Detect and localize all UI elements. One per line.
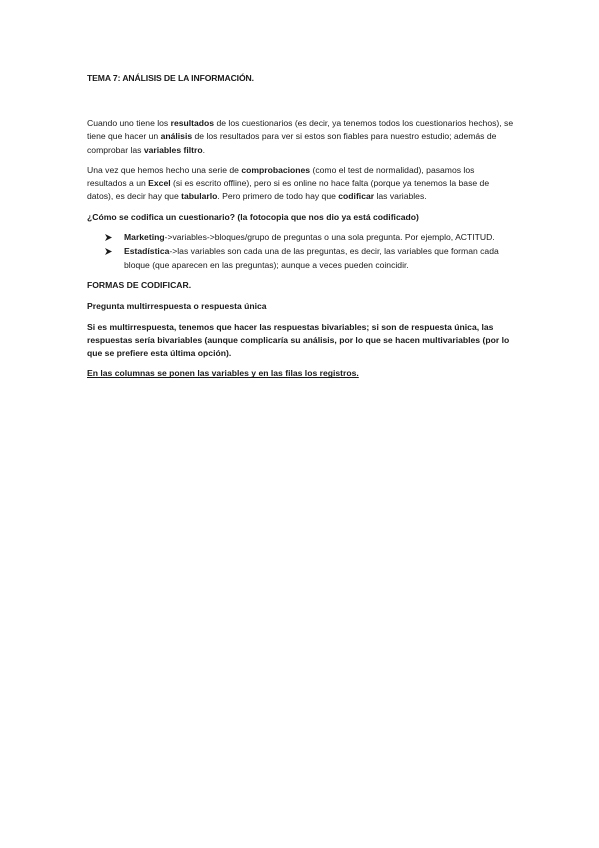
bold-term: comprobaciones	[241, 164, 311, 175]
question-heading	[87, 211, 515, 224]
section-heading-formas: FORMAS DE CODIFICAR.	[87, 279, 192, 290]
bold-term: tabularlo	[181, 191, 218, 202]
paragraph-resultados	[87, 117, 515, 157]
bullet-text: ->las variables son cada una de las preguntas, es decir, las variables que forman cada bloque (que aparecen en las preguntas); aunque a veces pueden coincidir.	[124, 246, 499, 270]
bold-term: resultados	[170, 118, 215, 128]
text-run: Una vez que hemos hecho una serie de	[87, 164, 242, 175]
subheading-pregunta: Pregunta multirrespuesta o respuesta única	[87, 301, 267, 312]
text-run: de los resultados para ver si estos son fiables para nuestro estudio; además de comprobar las	[87, 131, 497, 155]
bullet-text: ->variables->bloques/grupo de preguntas o una sola pregunta. Por ejemplo, ACTITUD.	[164, 232, 495, 243]
arrowhead-bullet-icon	[105, 245, 112, 255]
document-body	[87, 72, 515, 381]
bullet-head: Estadística	[124, 246, 170, 257]
paragraph-columnas: En las columnas se ponen las variables y en las filas los registros.	[87, 368, 359, 379]
text-run: Cuando uno tiene los	[87, 118, 171, 128]
bold-term: Excel	[148, 178, 171, 189]
multirrespuesta-text: Si es multirrespuesta, tenemos que hacer las respuestas bivariables; si son de respuesta única, las respuestas sería bivariables (aunque complicaría su análisis, por lo que se hacen multivariables (por lo que se prefiere esta última opción).	[87, 321, 510, 359]
arrowhead-bullet-icon	[105, 231, 112, 241]
bullet-head: Marketing	[124, 232, 165, 243]
bullet-item-estadistica	[87, 245, 515, 272]
bullet-list	[87, 231, 515, 272]
text-run: (como el test de normalidad), pasamos los resultados a un	[87, 164, 475, 189]
bold-term: variables filtro	[143, 144, 203, 155]
paragraph-multirrespuesta	[87, 321, 515, 361]
document-title: TEMA 7: ANÁLISIS DE LA INFORMACIÓN.	[87, 73, 254, 83]
paragraph-comprobaciones	[87, 164, 515, 204]
text-run: . Pero primero de todo hay que	[217, 191, 339, 202]
text-run: las variables.	[374, 191, 427, 202]
bold-term: análisis	[160, 131, 193, 142]
bullet-item-marketing	[87, 231, 515, 244]
text-run: .	[202, 144, 205, 155]
text-run: de los cuestionarios (es decir, ya tenemos todos los cuestionarios hechos), se tiene que hacer un	[87, 118, 514, 142]
text-run: (si es escrito offline), pero si es online no hace falta (porque ya tenemos la base de datos), es decir hay que	[87, 178, 490, 202]
bold-term: codificar	[338, 191, 375, 202]
question-text: ¿Cómo se codifica un cuestionario? (la fotocopia que nos dio ya está codificado)	[87, 211, 419, 222]
